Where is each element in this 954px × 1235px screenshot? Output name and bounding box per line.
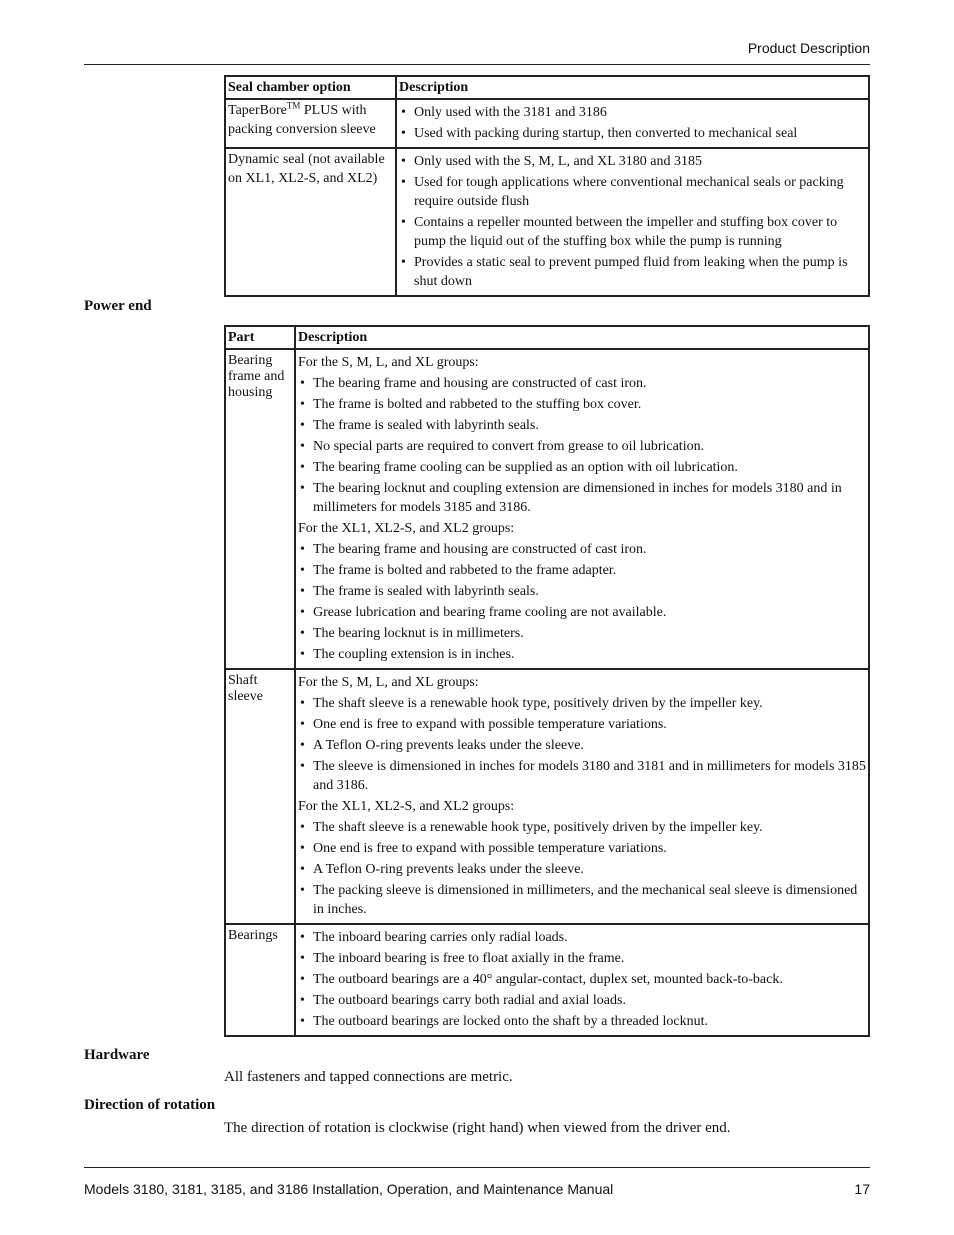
list-item: • The bearing locknut is in millimeters. [298,624,866,643]
footer-manual-title: Models 3180, 3181, 3185, and 3186 Installation, Operation, and Maintenance Manual [84,1181,614,1197]
bullet-list [298,540,866,664]
list-item: • Grease lubrication and bearing frame cooling are not available. [298,603,866,622]
part-cell: Bearings [225,924,295,1036]
list-item: • The packing sleeve is dimensioned in millimeters, and the mechanical seal sleeve is dimensioned in inches. [298,881,866,919]
list-item: • The outboard bearings carry both radial and axial loads. [298,991,866,1010]
bullet-list [399,152,866,291]
description-cell [295,924,869,1036]
table-row [225,148,869,296]
table-header-row [225,76,869,99]
group-intro: For the XL1, XL2-S, and XL2 groups: [298,799,515,814]
bullet-list [298,374,866,517]
description-cell [295,349,869,669]
list-item: • Used with packing during startup, then converted to mechanical seal [399,124,866,143]
bullet-list [298,928,866,1031]
page-number: 17 [854,1181,870,1197]
column-header-description: Description [396,76,869,99]
seal-option-name: TaperBore [228,103,287,118]
list-item: • The outboard bearings are locked onto the shaft by a threaded locknut. [298,1012,866,1031]
list-item: • The shaft sleeve is a renewable hook type, positively driven by the impeller key. [298,694,866,713]
list-item: • The bearing locknut and coupling extension are dimensioned in inches for models 3180 and in millimeters for models 3185 and 3186. [298,479,866,517]
part-cell: Shaft sleeve [225,669,295,924]
list-item: • Provides a static seal to prevent pumped fluid from leaking when the pump is shut down [399,253,866,291]
table-row [225,99,869,148]
bullet-list [298,694,866,795]
column-header-part: Part [225,326,295,349]
header-divider [84,64,870,65]
power-end-heading: Power end [84,298,152,314]
table-row [225,669,869,924]
seal-option-name-rest: PLUS with packing conversion sleeve [228,103,376,137]
power-end-table [224,325,870,1037]
list-item: • One end is free to expand with possible temperature variations. [298,839,866,858]
footer-divider [84,1167,870,1168]
rotation-text: The direction of rotation is clockwise (right hand) when viewed from the driver end. [224,1120,731,1136]
table-header-row [225,326,869,349]
bullet-list [298,818,866,919]
list-item: • Contains a repeller mounted between the impeller and stuffing box cover to pump the liquid out of the stuffing box while the pump is running [399,213,866,251]
rotation-heading: Direction of rotation [84,1097,216,1113]
list-item: • Only used with the 3181 and 3186 [399,103,866,122]
list-item: • The frame is bolted and rabbeted to the stuffing box cover. [298,395,866,414]
list-item: • The bearing frame cooling can be supplied as an option with oil lubrication. [298,458,866,477]
list-item: • One end is free to expand with possible temperature variations. [298,715,866,734]
table-row [225,924,869,1036]
list-item: • Only used with the S, M, L, and XL 3180 and 3185 [399,152,866,171]
column-header-description: Description [295,326,869,349]
list-item: • The bearing frame and housing are constructed of cast iron. [298,374,866,393]
running-header-section: Product Description [747,40,870,56]
list-item: • A Teflon O-ring prevents leaks under the sleeve. [298,860,866,879]
group-intro: For the S, M, L, and XL groups: [298,355,479,370]
list-item: • The coupling extension is in inches. [298,645,866,664]
description-cell [295,669,869,924]
group-intro: For the XL1, XL2-S, and XL2 groups: [298,521,515,536]
list-item: • The shaft sleeve is a renewable hook type, positively driven by the impeller key. [298,818,866,837]
hardware-text: All fasteners and tapped connections are metric. [224,1069,513,1085]
column-header-seal-option: Seal chamber option [225,76,396,99]
seal-option-cell [225,99,396,148]
list-item: • The inboard bearing is free to float axially in the frame. [298,949,866,968]
list-item: • The frame is bolted and rabbeted to the frame adapter. [298,561,866,580]
list-item: • The sleeve is dimensioned in inches for models 3180 and 3181 and in millimeters for models 3185 and 3186. [298,757,866,795]
list-item: • The frame is sealed with labyrinth seals. [298,582,866,601]
hardware-heading: Hardware [84,1047,150,1063]
list-item: • The bearing frame and housing are constructed of cast iron. [298,540,866,559]
list-item: • The frame is sealed with labyrinth seals. [298,416,866,435]
bullet-list [399,103,866,143]
list-item: • No special parts are required to convert from grease to oil lubrication. [298,437,866,456]
seal-option-cell: Dynamic seal (not available on XL1, XL2-S, and XL2) [225,148,396,296]
list-item: • The inboard bearing carries only radial loads. [298,928,866,947]
part-cell: Bearing frame and housing [225,349,295,669]
description-cell [396,99,869,148]
table-row [225,349,869,669]
trademark-mark: TM [286,100,301,111]
list-item: • The outboard bearings are a 40° angular-contact, duplex set, mounted back-to-back. [298,970,866,989]
description-cell [396,148,869,296]
list-item: • Used for tough applications where conventional mechanical seals or packing require outside flush [399,173,866,211]
list-item: • A Teflon O-ring prevents leaks under the sleeve. [298,736,866,755]
seal-chamber-table [224,75,870,297]
group-intro: For the S, M, L, and XL groups: [298,675,479,690]
